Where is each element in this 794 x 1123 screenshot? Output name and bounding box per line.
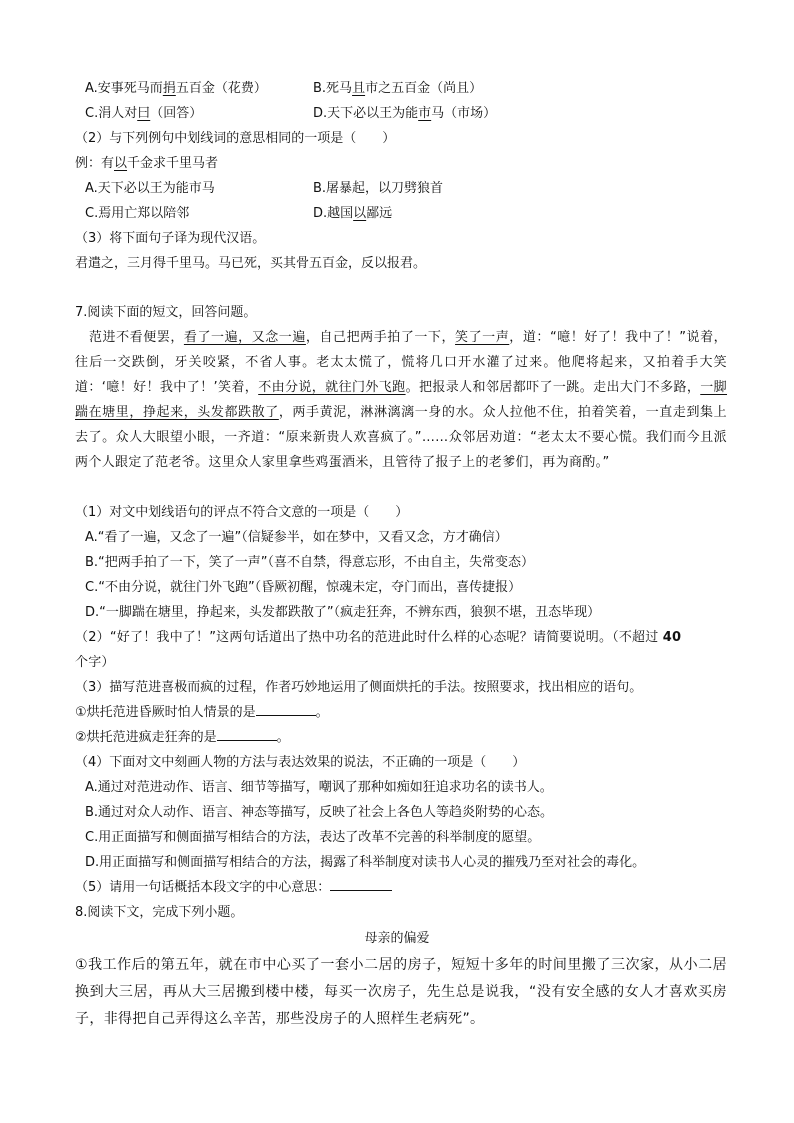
q7-q1-option-b: B.“把两手拍了一下，笑了一声”（喜不自禁，得意忘形，不由自主，失常变态）	[85, 555, 535, 570]
answer-blank[interactable]	[217, 725, 277, 741]
q6-option-a: A.安事死马而捐五百金（花费）	[85, 81, 267, 96]
article-title: 母亲的偏爱	[364, 931, 430, 946]
q6-option-b: B.死马且市之五百金（尚且）	[313, 81, 483, 96]
q6-part2-option-d: D.越国以鄙远	[313, 206, 393, 221]
q7-q1-option-a: A.“看了一遍，又念了一遍”（信疑参半，如在梦中，又看又念，方才确信）	[85, 530, 508, 545]
q6-options-row-cd	[85, 101, 735, 126]
q7-q1-stem: （1）对文中划线语句的评点不符合文意的一项是（ ）	[75, 505, 409, 520]
q6-part2-stem: （2）与下列例句中划线词的意思相同的一项是（ ）	[75, 131, 396, 146]
q6-part2-option-c: C.焉用亡郑以陪邻	[85, 206, 190, 221]
q6-part2-option-b: B.屠暴起，以刀劈狼首	[313, 181, 444, 196]
q7-q1-option-c: C.“不由分说，就往门外飞跑”（昏厥初醒，惊魂未定，夺门而出，喜传捷报）	[85, 580, 522, 595]
q6-options-row-ab	[85, 76, 735, 101]
q6-part2-option-a: A.天下必以王为能市马	[85, 181, 215, 196]
q7-q5-stem: （5）请用一句话概括本段文字的中心意思：	[75, 875, 725, 900]
q7-q1-option-d: D.“一脚踹在塘里，挣起来，头发都跌散了”（疯走狂奔，不辨东西，狼狈不堪，丑态毕现）	[85, 605, 601, 620]
q7-q3-stem: （3）描写范进喜极而疯的过程，作者巧妙地运用了侧面烘托的手法。按照要求，找出相应的语句。	[75, 680, 643, 695]
q7-q4-stem: （4）下面对文中刻画人物的方法与表达效果的说法，不正确的一项是（ ）	[75, 755, 526, 770]
q6-part3-stem: （3）将下面句子译为现代汉语。	[75, 231, 266, 246]
q7-q3-item-2: ②烘托范进疯走狂奔的是 。	[75, 725, 725, 750]
q6-part2-example: 例：有以千金求千里马者	[75, 156, 219, 171]
q7-title: 7.阅读下面的短文，回答问题。	[75, 305, 257, 320]
answer-blank[interactable]	[256, 700, 316, 716]
q7-q4-option-d: D.用正面描写和侧面描写相结合的方法，揭露了科举制度对读书人心灵的摧残乃至对社会的毒化。	[85, 855, 646, 870]
answer-blank[interactable]	[330, 875, 392, 891]
q6-option-c: C.涓人对曰（回答）	[85, 106, 203, 121]
q8-title: 8.阅读下文，完成下列小题。	[75, 905, 244, 920]
q7-q4-option-c: C.用正面描写和侧面描写相结合的方法，表达了改革不完善的科举制度的愿望。	[85, 830, 541, 845]
q7-q4-option-a: A.通过对范进动作、语言、细节等描写，嘲讽了那种如痴如狂追求功名的读书人。	[85, 780, 553, 795]
q6-part2-options-cd	[85, 201, 735, 226]
q8-paragraph-1: ①我工作后的第五年，就在市中心买了一套小二居的房子，短短十多年的时间里搬了三次家，从小二居换到大三居，再从大三居搬到楼中楼，每买一次房子，先生总是说我，“没有安全感的女人才喜欢买房子，非得把自己弄得这么辛苦，那些没房子的人照样生老病死”。	[75, 957, 727, 1027]
q6-option-d: D.天下必以王为能市马（市场）	[313, 106, 497, 121]
q7-q4-option-b: B.通过对众人动作、语言、神态等描写，反映了社会上各色人等趋炎附势的心态。	[85, 805, 554, 820]
q7-q2-stem: （2）“好了！我中了！”这两句话道出了热中功名的范进此时什么样的心态呢？请简要说明。（不超过 40 个字）	[75, 630, 682, 670]
q7-q3-item-1: ①烘托范进昏厥时怕人情景的是 。	[75, 700, 725, 725]
q6-part2-options-ab	[85, 176, 735, 201]
q6-part3-sentence: 君遣之，三月得千里马。马已死，买其骨五百金，反以报君。	[75, 256, 427, 271]
q7-passage: 范进不看便罢，看了一遍，又念一遍，自己把两手拍了一下，笑了一声，道：“噫！好了！我中了！”说着，往后一交跌倒，牙关咬紧，不省人事。老太太慌了，慌将几口开水灌了过来。他爬将起来，又拍着手大笑道：‘噫！好！我中了！’笑着，不由分说，就往门外飞跑。把报录人和邻居都吓了一跳。走出大门不多路，一脚踹在塘里，挣起来，头发都跌散了，两手黄泥，淋淋漓漓一身的水。众人拉他不住，拍着笑着，一直走到集上去了。众人大眼望小眼，一齐道：“原来新贵人欢喜疯了。”……众邻居劝道：“老太太不要心慌。我们而今且派两个人跟定了范老爷。这里众人家里拿些鸡蛋酒米，且管待了报子上的老爹们，再为商酌。”	[75, 330, 728, 470]
